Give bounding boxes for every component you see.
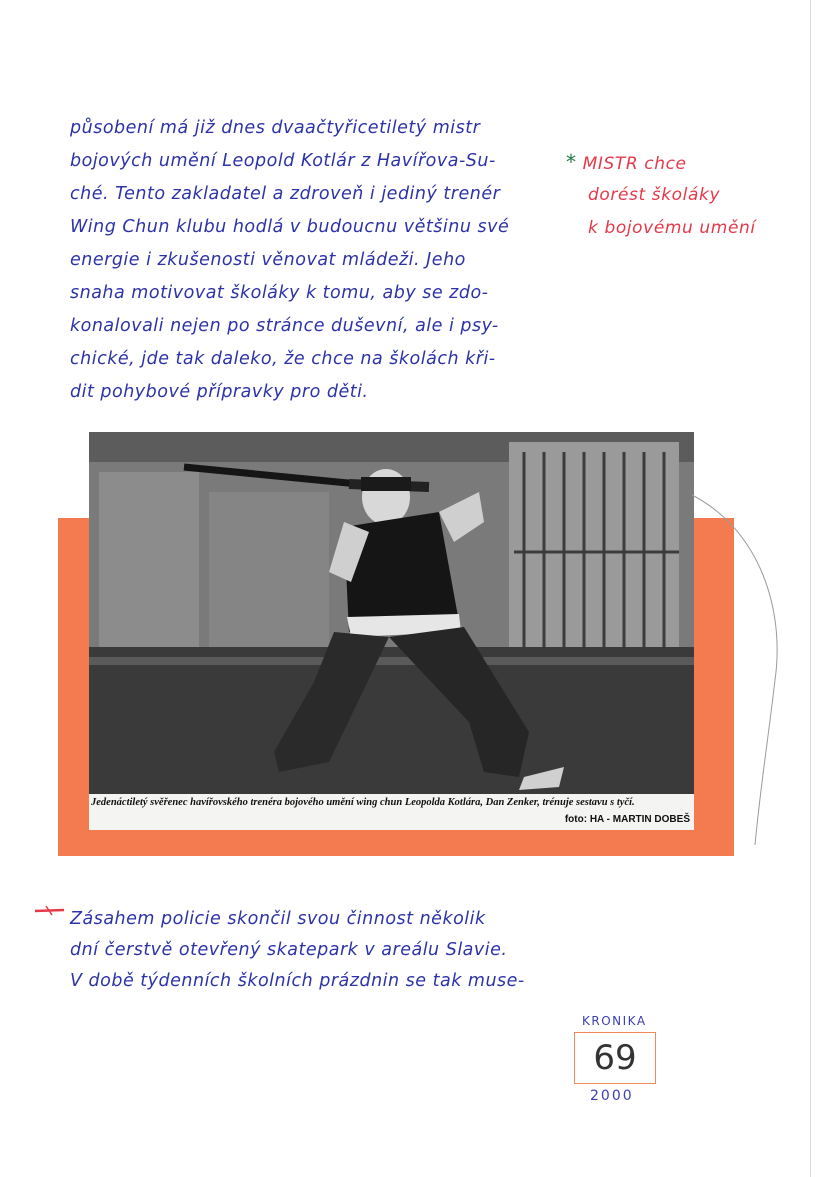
page-edge xyxy=(810,0,811,1177)
text-line: V době týdenních školních prázdnin se tak muse- xyxy=(70,971,525,991)
margin-note-line xyxy=(566,146,796,179)
text-line: působení má již dnes dvaačtyřicetiletý mistr xyxy=(70,118,481,138)
chronicle-year: 2000 xyxy=(590,1088,634,1104)
bottom-handwritten-text xyxy=(70,904,570,997)
text-line: konalovali nejen po stránce duševní, ale i psy- xyxy=(70,316,499,336)
main-handwritten-text xyxy=(70,112,560,409)
text-line: bojových umění Leopold Kotlár z Havířova-Su- xyxy=(70,151,496,171)
newspaper-photo xyxy=(89,432,694,794)
chronicle-label: KRONIKA xyxy=(582,1014,647,1028)
photo-illustration xyxy=(89,432,694,794)
newspaper-clipping xyxy=(89,432,694,830)
asterisk-mark: * xyxy=(566,150,577,174)
text-line: energie i zkušenosti věnovat mládeži. Jeho xyxy=(70,250,466,270)
text-line: dit pohybové přípravky pro děti. xyxy=(70,382,369,402)
text-line: ché. Tento zakladatel a zdroveň i jediný trenér xyxy=(70,184,501,204)
margin-note-line: dorést školáky xyxy=(588,185,721,205)
margin-note-text: MISTR chce xyxy=(582,154,687,174)
margin-note-line: k bojovému umění xyxy=(588,218,756,238)
page-number: 69 xyxy=(574,1032,656,1084)
photo-caption: Jedenáctiletý svěřenec havířovského trenéra bojového umění wing chun Leopolda Kotlára, Dan Zenker, trénuje sestavu s tyčí. xyxy=(91,797,635,808)
photo-credit: foto: HA - MARTIN DOBEŠ xyxy=(564,814,690,825)
text-line: chické, jde tak daleko, že chce na školách kři- xyxy=(70,349,496,369)
text-line: Wing Chun klubu hodlá v budoucnu většinu své xyxy=(70,217,510,237)
pencil-curve xyxy=(690,490,790,850)
text-line: snaha motivovat školáky k tomu, aby se zdo- xyxy=(70,283,489,303)
red-dash-mark xyxy=(34,905,66,917)
margin-note xyxy=(566,146,796,245)
text-line: Zásahem policie skončil svou činnost několik xyxy=(70,909,486,929)
text-line: dní čerstvě otevřený skatepark v areálu Slavie. xyxy=(70,940,508,960)
